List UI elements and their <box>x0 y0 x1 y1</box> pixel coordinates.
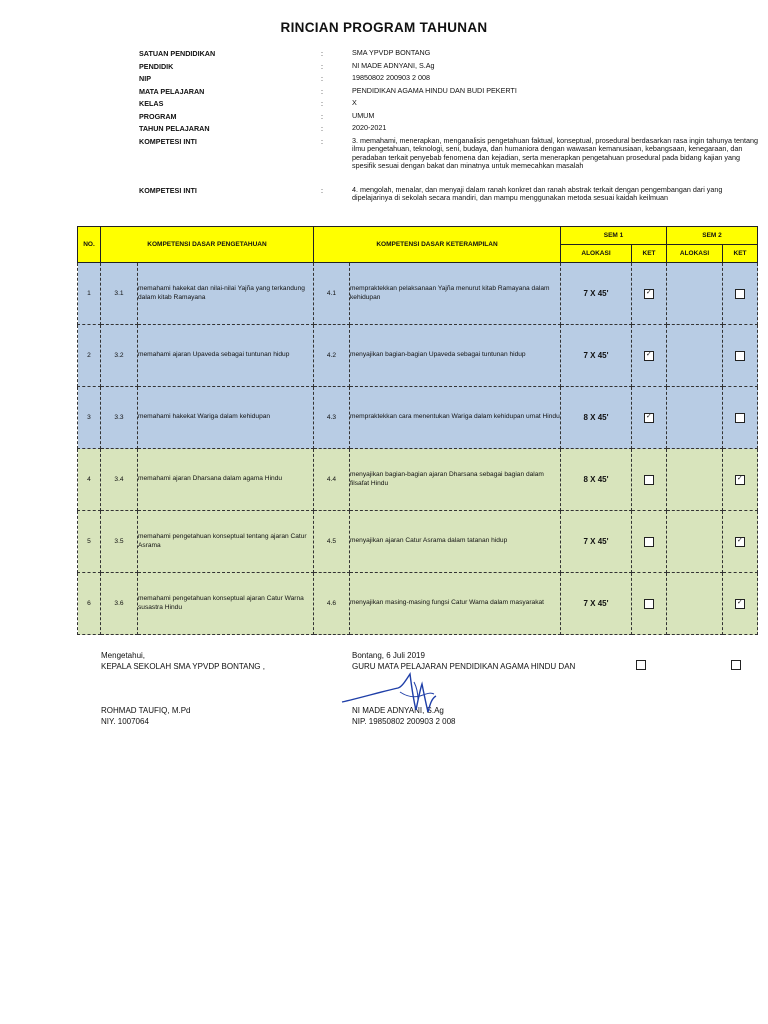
sem2-ket <box>723 325 758 387</box>
sem1-ket <box>632 325 667 387</box>
info-colon: : <box>321 185 323 195</box>
header-ket: KET <box>723 245 758 263</box>
sign-right-id: NIP. 19850802 200903 2 008 <box>352 717 456 726</box>
sem2-alokasi <box>667 573 723 635</box>
kd3-code: 3.6 <box>101 573 138 635</box>
kd4-text: menyajikan masing-masing fungsi Catur Warna dalam masyarakat <box>350 573 561 635</box>
kd3-code: 3.4 <box>101 449 138 511</box>
sem1-alokasi: 7 X 45' <box>561 511 632 573</box>
row-number: 6 <box>78 573 101 635</box>
sem1-ket <box>632 263 667 325</box>
sem2-alokasi <box>667 387 723 449</box>
kd3-text: memahami ajaran Upaveda sebagai tuntunan hidup <box>138 325 314 387</box>
sem2-ket <box>723 263 758 325</box>
info-label: KOMPETESI INTI <box>139 136 197 146</box>
sem1-alokasi: 7 X 45' <box>561 325 632 387</box>
header-kd-pengetahuan: KOMPETENSI DASAR PENGETAHUAN <box>101 227 314 263</box>
kd4-code: 4.6 <box>314 573 350 635</box>
info-row <box>139 74 759 87</box>
header-sem1: SEM 1 <box>561 227 667 245</box>
info-colon: : <box>321 136 323 146</box>
sign-left-title: KEPALA SEKOLAH SMA YPVDP BONTANG , <box>101 662 265 671</box>
kd4-text: menyajikan bagian-bagian Upaveda sebagai tuntunan hidup <box>350 325 561 387</box>
info-value: 19850802 200903 2 008 <box>352 73 430 82</box>
kd4-code: 4.2 <box>314 325 350 387</box>
sem1-alokasi: 7 X 45' <box>561 573 632 635</box>
page-title: RINCIAN PROGRAM TAHUNAN <box>280 20 488 35</box>
info-colon: : <box>321 61 323 71</box>
info-value: 2020-2021 <box>352 123 387 132</box>
kd3-text: memahami hakekat dan nilai-nilai Yajña yang terkandung dalam kitab Ramayana <box>138 263 314 325</box>
checkbox[interactable] <box>731 656 741 674</box>
header-kd-keterampilan: KOMPETENSI DASAR KETERAMPILAN <box>314 227 561 263</box>
sem2-ket <box>723 511 758 573</box>
info-colon: : <box>321 74 323 83</box>
sign-left-greeting: Mengetahui, <box>101 651 146 660</box>
kd3-text: memahami hakekat Wariga dalam kehidupan <box>138 387 314 449</box>
table-row <box>78 449 758 511</box>
info-value: 4. mengolah, menalar, dan menyaji dalam ranah konkret dan ranah abstrak terkait dengan pengembangan dari yang dipelajarinya di sekolah secara mandiri, dan mampu menggunakan metoda sesuai kaidah keilmuan <box>352 184 723 203</box>
sem2-checkbox[interactable] <box>735 475 745 485</box>
sem1-checkbox[interactable] <box>644 351 654 361</box>
header-alokasi: ALOKASI <box>561 245 632 263</box>
info-label: TAHUN PELAJARAN <box>139 124 210 133</box>
kd4-code: 4.4 <box>314 449 350 511</box>
sem2-checkbox[interactable] <box>735 351 745 361</box>
sem1-ket <box>632 573 667 635</box>
sem2-alokasi <box>667 511 723 573</box>
info-row <box>139 186 759 212</box>
kd3-text: memahami pengetahuan konseptual ajaran Catur Warna susastra Hindu <box>138 573 314 635</box>
program-table <box>77 226 758 635</box>
kd3-code: 3.3 <box>101 387 138 449</box>
sem1-alokasi: 7 X 45' <box>561 263 632 325</box>
sign-left-id: NIY. 1007064 <box>101 717 149 726</box>
kd4-code: 4.1 <box>314 263 350 325</box>
table-row <box>78 263 758 325</box>
sem2-checkbox[interactable] <box>735 599 745 609</box>
table-row <box>78 387 758 449</box>
info-row <box>139 87 759 100</box>
sem1-ket <box>632 511 667 573</box>
row-number: 3 <box>78 387 101 449</box>
kd3-code: 3.2 <box>101 325 138 387</box>
kd4-code: 4.3 <box>314 387 350 449</box>
sem2-ket <box>723 449 758 511</box>
signature-image <box>340 670 440 720</box>
row-number: 1 <box>78 263 101 325</box>
sem2-checkbox[interactable] <box>735 537 745 547</box>
sem1-checkbox[interactable] <box>644 289 654 299</box>
info-row <box>139 137 759 186</box>
sem1-checkbox[interactable] <box>644 537 654 547</box>
sem1-alokasi: 8 X 45' <box>561 449 632 511</box>
kd3-code: 3.5 <box>101 511 138 573</box>
info-label: KOMPETESI INTI <box>139 185 197 195</box>
sign-right-title: GURU MATA PELAJARAN PENDIDIKAN AGAMA HINDU DAN <box>352 662 576 671</box>
header-no: NO. <box>78 227 101 263</box>
sem1-alokasi: 8 X 45' <box>561 387 632 449</box>
info-row <box>139 112 759 125</box>
info-colon: : <box>321 124 323 133</box>
info-label: MATA PELAJARAN <box>139 86 205 96</box>
info-value: NI MADE ADNYANI, S.Ag <box>352 60 435 70</box>
sem2-ket <box>723 387 758 449</box>
info-label: KELAS <box>139 99 164 108</box>
info-row <box>139 62 759 75</box>
info-value: X <box>352 98 357 107</box>
sem1-checkbox[interactable] <box>644 475 654 485</box>
kd3-text: memahami ajaran Dharsana dalam agama Hindu <box>138 449 314 511</box>
sem1-checkbox[interactable] <box>644 413 654 423</box>
sign-right-name: NI MADE ADNYANI, S.Ag <box>352 706 444 715</box>
sem2-checkbox[interactable] <box>735 413 745 423</box>
table-body <box>78 263 758 635</box>
info-value: PENDIDIKAN AGAMA HINDU DAN BUDI PEKERTI <box>352 85 517 95</box>
info-colon: : <box>321 99 323 108</box>
info-colon: : <box>321 111 323 121</box>
header-ket: KET <box>632 245 667 263</box>
table-row <box>78 511 758 573</box>
kd3-code: 3.1 <box>101 263 138 325</box>
info-label: SATUAN PENDIDIKAN <box>139 49 216 58</box>
kd4-text: menyajikan ajaran Catur Asrama dalam tatanan hidup <box>350 511 561 573</box>
sem2-alokasi <box>667 325 723 387</box>
header-alokasi: ALOKASI <box>667 245 723 263</box>
row-number: 5 <box>78 511 101 573</box>
sem1-checkbox[interactable] <box>644 599 654 609</box>
info-value: SMA YPVDP BONTANG <box>352 48 431 57</box>
row-number: 4 <box>78 449 101 511</box>
sem2-ket <box>723 573 758 635</box>
table-row <box>78 325 758 387</box>
table-row <box>78 573 758 635</box>
kd4-text: mempraktekkan cara menentukan Wariga dalam kehidupan umat Hindu <box>350 387 561 449</box>
kd4-text: mempraktekkan pelaksanaan Yajña menurut kitab Ramayana dalam kehidupan <box>350 263 561 325</box>
info-colon: : <box>321 86 323 96</box>
info-label: PROGRAM <box>139 111 177 121</box>
info-label: NIP <box>139 74 151 83</box>
info-label: PENDIDIK <box>139 61 174 71</box>
sem2-alokasi <box>667 263 723 325</box>
sign-right-date: Bontang, 6 Juli 2019 <box>352 651 425 660</box>
info-row <box>139 99 759 112</box>
sem1-ket <box>632 449 667 511</box>
sem2-checkbox[interactable] <box>735 289 745 299</box>
sem2-alokasi <box>667 449 723 511</box>
row-number: 2 <box>78 325 101 387</box>
kd4-code: 4.5 <box>314 511 350 573</box>
info-value: UMUM <box>352 110 375 120</box>
sem1-ket <box>632 387 667 449</box>
info-row <box>139 49 759 62</box>
checkbox[interactable] <box>636 656 646 674</box>
header-sem2: SEM 2 <box>667 227 758 245</box>
info-row <box>139 124 759 137</box>
kd3-text: memahami pengetahuan konseptual tentang ajaran Catur Asrama <box>138 511 314 573</box>
kd4-text: menyajikan bagian-bagian ajaran Dharsana sebagai bagian dalam filsafat Hindu <box>350 449 561 511</box>
sign-left-name: ROHMAD TAUFIQ, M.Pd <box>101 706 191 715</box>
info-value: 3. memahami, menerapkan, menganalisis pengetahuan faktual, konseptual, prosedural berdasarkan rasa ingin tahunya tentang ilmu pengetahuan, teknologi, seni, budaya, dan humaniora dengan wawasan kemanusiaan, kebangsaan, kenegaraan, dan peradaban terkait penyebab fenomena dan kejadian, serta menerapkan pengetahuan prosedural pada bidang kajian yang spesifik sesuai dengan bakat dan minatnya untuk memecahkan masalah <box>352 135 758 171</box>
identity-section <box>139 49 759 212</box>
info-colon: : <box>321 49 323 58</box>
